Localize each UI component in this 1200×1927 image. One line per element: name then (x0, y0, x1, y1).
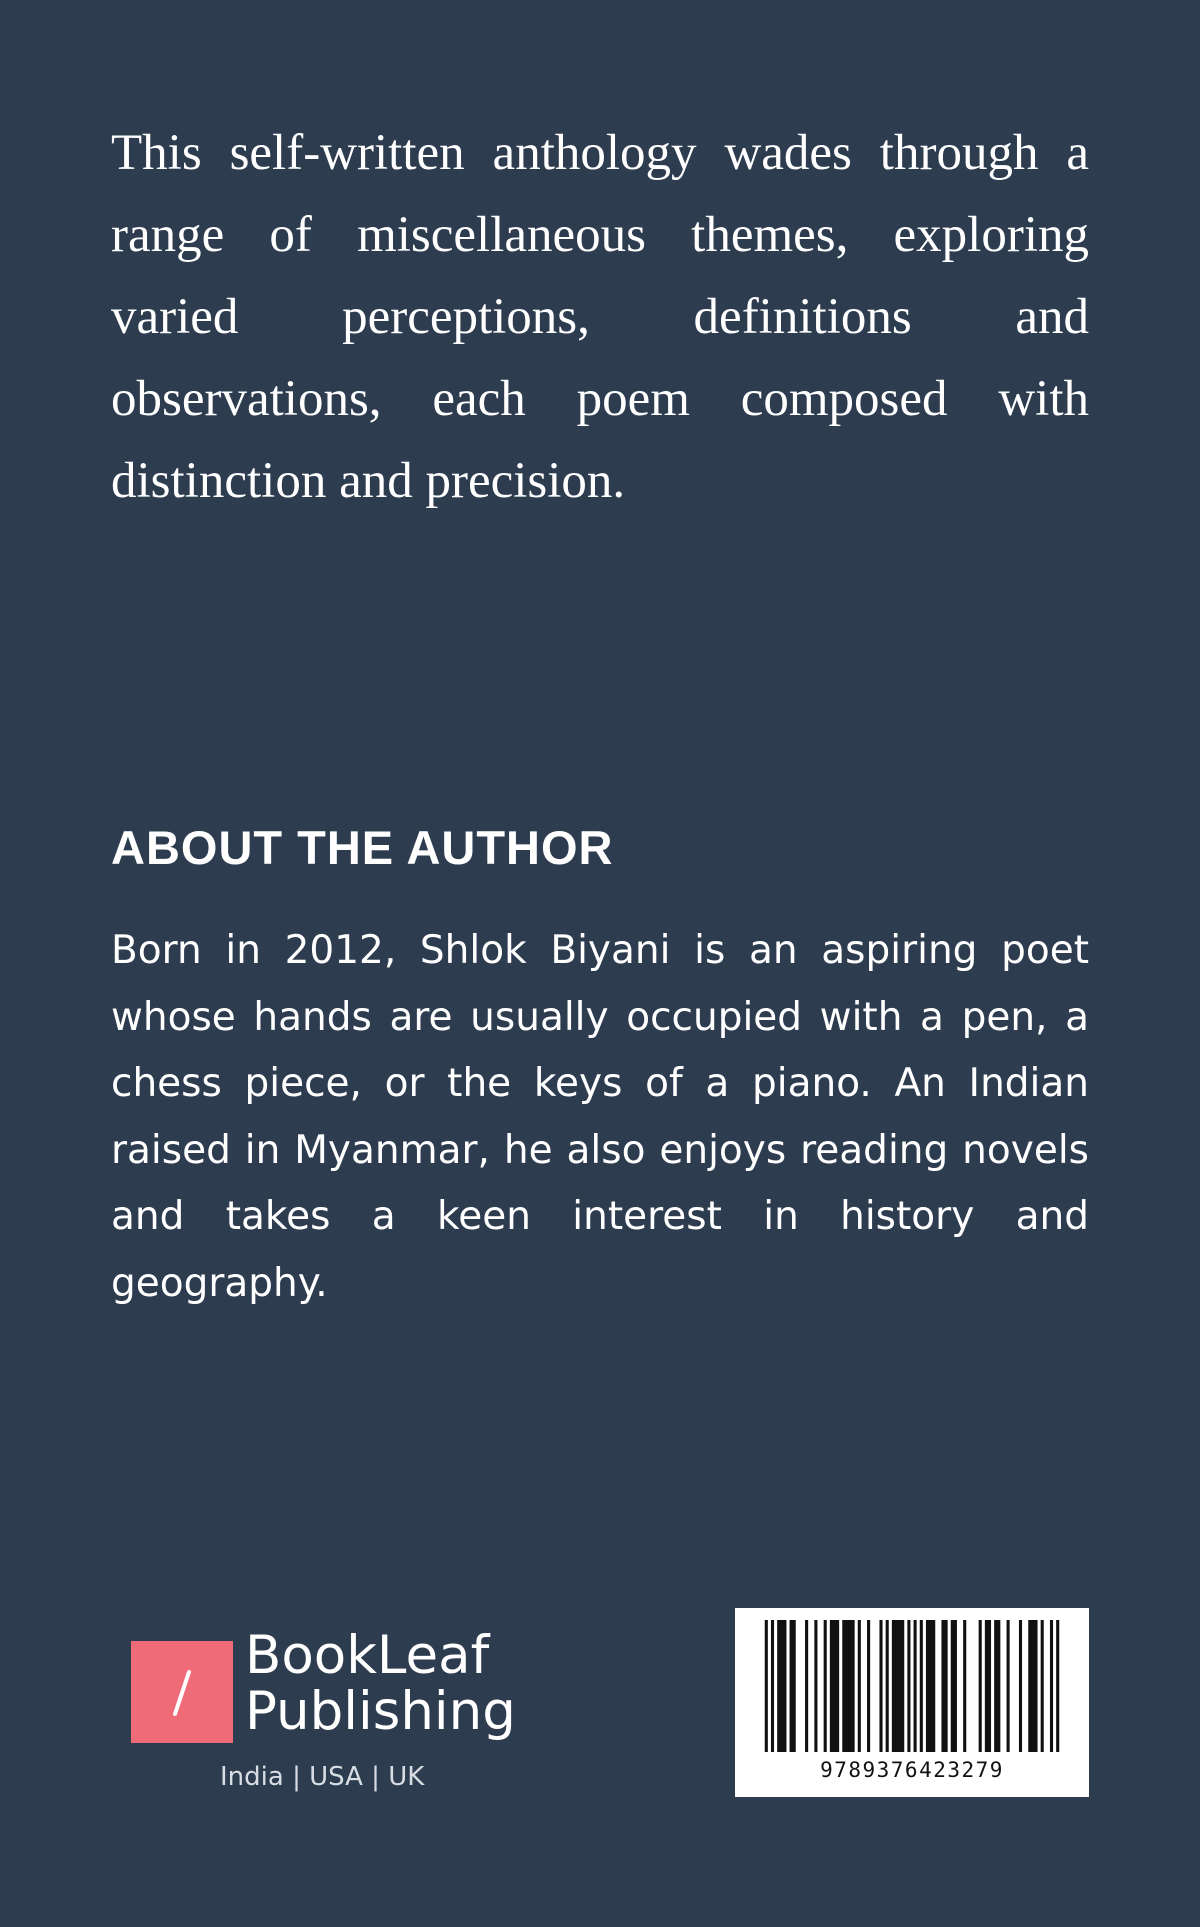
barcode-bar (867, 1620, 870, 1752)
barcode-bar (814, 1620, 817, 1752)
barcode-bar (892, 1620, 904, 1752)
barcode-bar (1007, 1620, 1010, 1752)
publisher-regions: India | USA | UK (220, 1762, 425, 1792)
about-author-heading: ABOUT THE AUTHOR (111, 821, 614, 874)
publisher-name-line2: Publishing (245, 1681, 516, 1742)
bookleaf-logo (131, 1641, 233, 1743)
barcode-bar (790, 1620, 796, 1752)
barcode-bar (879, 1620, 882, 1752)
barcode-bar (994, 1620, 1000, 1752)
barcode-bar (765, 1620, 768, 1752)
barcode-bar (805, 1620, 808, 1752)
isbn-number: 9789376423279 (820, 1758, 1004, 1782)
barcode-bar (777, 1620, 786, 1752)
barcode-bar (941, 1620, 947, 1752)
barcode-bar (985, 1620, 991, 1752)
barcode-bar (963, 1620, 966, 1752)
barcode-bar (771, 1620, 774, 1752)
barcode-bar (926, 1620, 935, 1752)
about-author-text: Born in 2012, Shlok Biyani is an aspiring poet whose hands are usually occupied with a pen, a chess piece, or the keys of a piano. An Indian raised in Myanmar, he also enjoys reading novels and takes a keen interest in history and geography. (111, 928, 1089, 1306)
barcode-bar (842, 1620, 854, 1752)
publisher-name (245, 1625, 516, 1742)
barcode-bar (907, 1620, 910, 1752)
barcode-bar (1056, 1620, 1059, 1752)
barcode-bar (1050, 1620, 1053, 1752)
isbn-barcode (735, 1608, 1089, 1797)
barcode-bar (979, 1620, 982, 1752)
barcode-bar (886, 1620, 889, 1752)
barcode-bar (1019, 1620, 1022, 1752)
slash-icon (131, 1641, 233, 1743)
barcode-bar (914, 1620, 917, 1752)
barcode-bar (824, 1620, 827, 1752)
barcode-bar (920, 1620, 923, 1752)
barcode-bar (1041, 1620, 1044, 1752)
barcode-bar (858, 1620, 861, 1752)
book-blurb: This self-written anthology wades through a range of miscellaneous themes, exploring varied perceptions, definitions and observations, each poem composed with distinction and precision. (111, 125, 1089, 509)
barcode-bar (951, 1620, 957, 1752)
barcode-bar (1028, 1620, 1037, 1752)
barcode-bar (830, 1620, 839, 1752)
publisher-name-line1: BookLeaf (245, 1625, 490, 1686)
